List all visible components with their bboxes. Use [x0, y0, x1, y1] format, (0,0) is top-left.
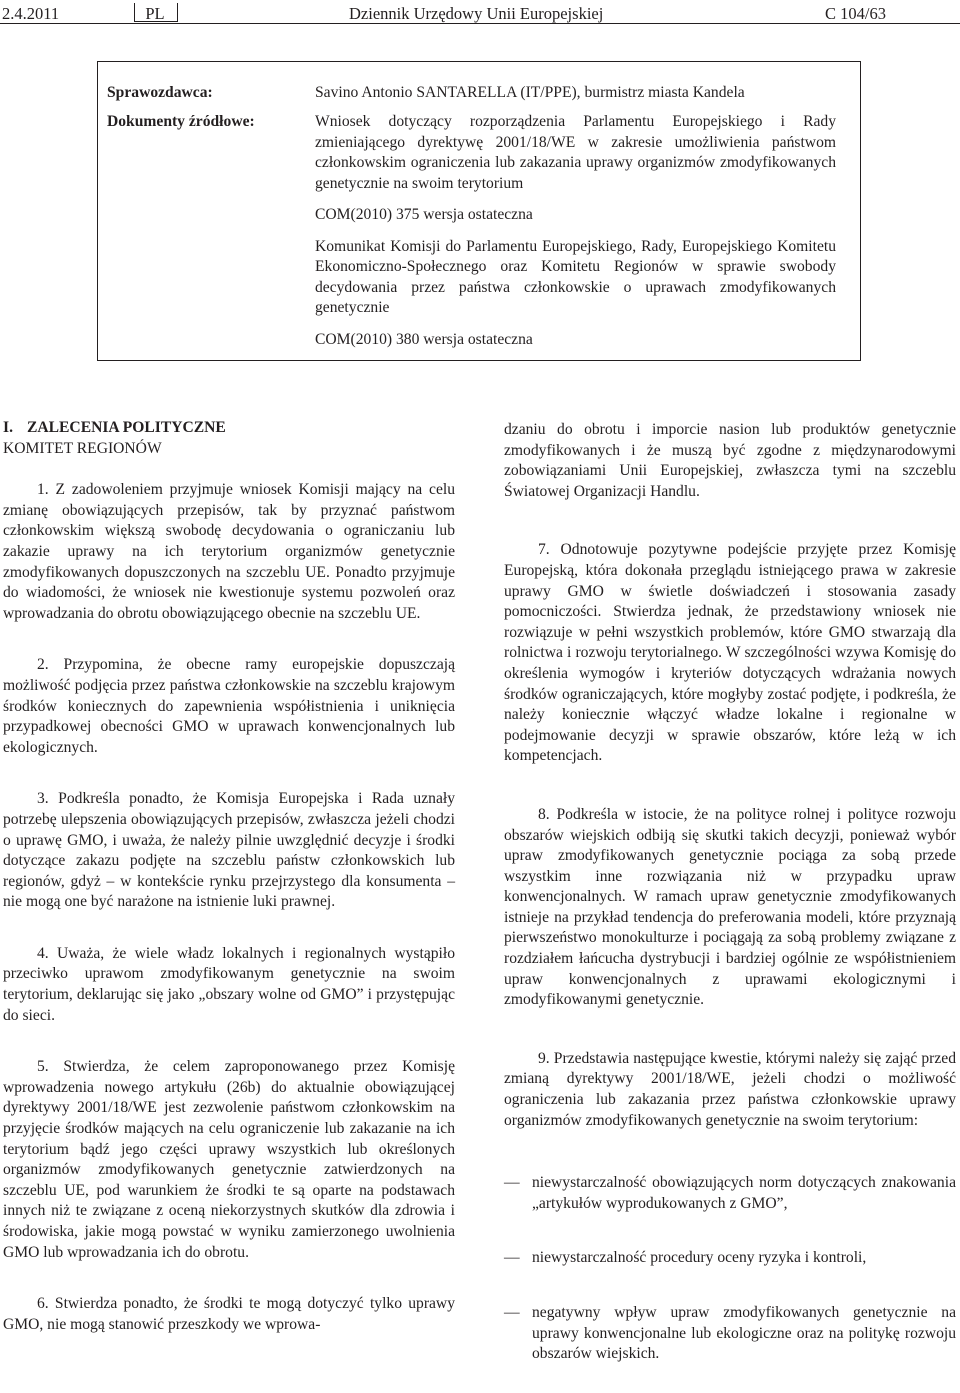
rapporteur-label: Sprawozdawca:: [107, 84, 213, 101]
source-item: Komunikat Komisji do Parlamentu Europejskiego, Rady, Europejskiego Komitetu Ekonomiczno-Społecznego oraz Komitetu Regionów w sprawie swobody decydowania przez państwa członkowskie o uprawach zmodyfikowanych genetycznie: [315, 237, 836, 316]
right-column: [504, 420, 956, 1365]
left-column: [3, 420, 455, 1335]
list-item: [504, 1303, 956, 1365]
sources-list: [315, 112, 836, 350]
section-title: ZALECENIA POLITYCZNE: [26, 419, 226, 436]
rapporteur-text: Savino Antonio SANTARELLA (IT/PPE), burmistrz miasta Kandela: [315, 84, 745, 101]
paragraph: 2. Przypomina, że obecne ramy europejskie dopuszczają możliwość podjęcia przez państwa członkowskie na szczeblu krajowym środków koniecznych do zapewnienia współistnienia i uniknięcia przypadkowej obecności GMO w uprawach konwencjonalnych lub ekologicznych.: [3, 656, 455, 756]
paragraph: 1. Z zadowoleniem przyjmuje wniosek Komisji mający na celu zmianę obowiązujących przepisów, tak by przyznać państwom członkowskim większą swobodę decydowania o ograniczaniu lub zakazie uprawy na ich terytorium organizmów genetycznie zmodyfikowanych dopuszczonych na szczeblu UE. Ponadto przyjmuje do wiadomości, że wniosek nie kwestionuje systemu pozwoleń oraz wprowadzania do obrotu obowiązującego obecnie na szczeblu UE.: [3, 481, 455, 622]
list-item-text: niewystarczalność procedury oceny ryzyka i kontroli,: [532, 1249, 867, 1267]
sources-label: Dokumenty źródłowe:: [107, 113, 255, 130]
paragraph: 4. Uważa, że wiele władz lokalnych i regionalnych wystąpiło przeciwko uprawom zmodyfikowanym genetycznie na swoim terytorium, deklarując się jako „obszary wolne od GMO” i przystępując do sieci.: [3, 944, 455, 1024]
section-heading: [3, 418, 455, 439]
dash-bullet: —: [504, 1249, 520, 1267]
paragraph: 5. Stwierdza, że celem zaproponowanego przez Komisję wprowadzenia nowego artykułu (26b) do aktualnie obowiązującej dyrektywy 2001/18/WE jest zezwolenie państwom członkowskim na przyjęcie środków mających na celu ograniczenie lub zakazanie na ich terytorium bądź jego części uprawy wszystkich lub określonych organizmów zmodyfikowanych genetycznie zatwierdzonych na szczeblu UE, pod warunkiem że środki te są oparte na podstawach innych niż te związane z oceną niekorzystnych skutków dla zdrowia i środowiska, jakie mogą powstać w wyniku zamierzonego uwolnienia GMO lub wprowadzania ich do obrotu.: [3, 1058, 455, 1261]
rapporteur-value: [315, 83, 836, 104]
paragraph: 8. Podkreśla w istocie, że na polityce rolnej i polityce rozwoju obszarów wiejskich odbiją się skutki takich decyzji, ponieważ wybór upraw zmodyfikowanych genetycznie pociąga za sobą przede wszystkim inne rozwiązania niż w przypadku upraw konwencjonalnych. W ramach upraw genetycznie zmodyfikowanych istnieje na przykład tendencja do preferowania modeli, które przyznają pierwszeństwo monokulturze i pociągają za sobą problemy związane z rozdziałem łańcucha dystrybucji i bardziej ogólnie ze współistnieniem upraw konwencjonalnych z uprawami ekologicznymi i zmodyfikowanymi genetycznie.: [504, 805, 956, 1009]
dash-bullet: —: [504, 1174, 520, 1192]
paragraph: dzaniu do obrotu i imporcie nasion lub produktów genetycznie zmodyfikowanych i że muszą być zgodne z międzynarodowymi zobowiązaniami Unii Europejskiej, zwłaszcza tymi na szczeblu Światowej Organizacji Handlu.: [504, 421, 956, 500]
list-item-text: negatywny wpływ upraw zmodyfikowanych genetycznie na uprawy konwencjonalne lub ekologiczne oraz na politykę rozwoju obszarów wiejskich.: [532, 1304, 956, 1363]
section-subtitle: KOMITET REGIONÓW: [3, 439, 162, 457]
dash-bullet: —: [504, 1304, 520, 1321]
paragraph: 7. Odnotowuje pozytywne podejście przyjęte przez Komisję Europejską, która dokonała przeglądu istniejącego prawa w zakresie uprawy GMO w świetle doświadczeń i stosowania zasady pomocniczości. Stwierdza jednak, że przedstawiony wniosek nie rozwiązuje w pełni wszystkich problemów, które GMO stwarzają dla rolnictwa i rozwoju terytorialnego. W szczególności wzywa Komisję do określenia wymogów i kryteriów dotyczących wdrażania nowych środków ograniczających, które mogłyby zostać podjęte, i podkreśla, że należy koniecznie włączyć władze lokalne i regionalne w podejmowanie decyzji w sprawie obszarów, które leżą w ich kompetencjach.: [504, 541, 956, 765]
source-item: Wniosek dotyczący rozporządzenia Parlamentu Europejskiego i Rady zmieniającego dyrektywę 2001/18/WE w zakresie umożliwienia państwom członkowskim ograniczenia lub zakazania uprawy organizmów zmodyfikowanych genetycznie na swoim terytorium: [315, 113, 836, 192]
header-reference: C 104/63: [825, 4, 886, 23]
section-number: I.: [3, 419, 13, 436]
header-rule: [0, 23, 960, 24]
header-language: PL: [145, 4, 165, 23]
document-info-box: [97, 61, 861, 361]
header-journal-title: Dziennik Urzędowy Unii Europejskiej: [349, 4, 604, 23]
list-item-text: niewystarczalność obowiązujących norm dotyczących znakowania „artykułów wyprodukowanych z GMO”,: [532, 1174, 956, 1212]
paragraph: 3. Podkreśla ponadto, że Komisja Europejska i Rada uznały potrzebę ulepszenia obowiązujących przepisów, zwłaszcza jeżeli chodzi o uprawę GMO, i uważa, że należy pilnie uwzględnić decyzje i środki dotyczące zakazu podjęte na szczeblu państw członkowskich lub regionów, gdyż – w kontekście rynku przejrzystego dla konsumenta – nie mogą one być narażone na istnienie luki prawnej.: [3, 790, 455, 911]
source-item: COM(2010) 380 wersja ostateczna: [315, 330, 533, 348]
list-item: [504, 1173, 956, 1214]
page-header: [0, 3, 960, 27]
paragraph: 6. Stwierdza ponadto, że środki te mogą dotyczyć tylko uprawy GMO, nie mogą stanowić przeszkody we wprowa-: [3, 1295, 455, 1333]
paragraph: 9. Przedstawia następujące kwestie, którymi należy się zająć przed zmianą dyrektywy 2001/18/WE, jeżeli chodzi o możliwość ograniczenia lub zakazania przez państwa członkowskie uprawy organizmów zmodyfikowanych genetycznie na swoim terytorium:: [504, 1049, 956, 1129]
list-item: [504, 1248, 956, 1269]
source-item: COM(2010) 375 wersja ostateczna: [315, 206, 533, 223]
header-date: 2.4.2011: [2, 4, 60, 23]
